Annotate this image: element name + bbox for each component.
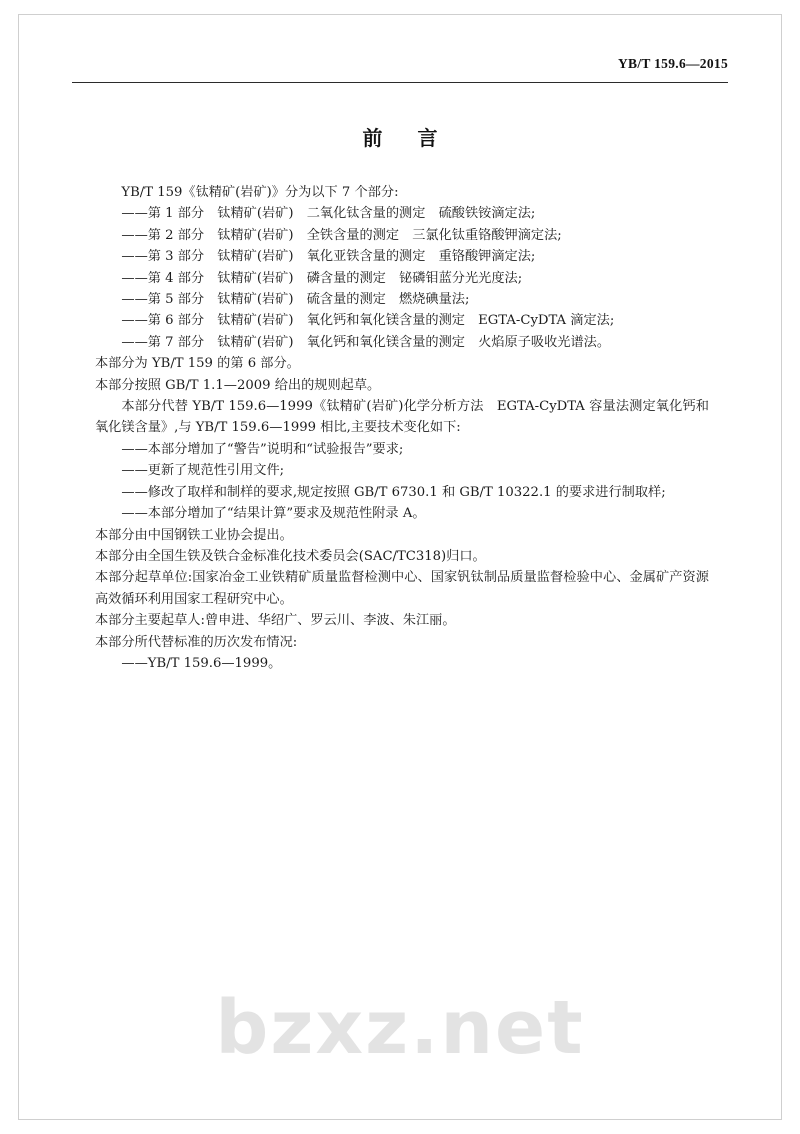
part-item: ——第 2 部分 钛精矿(岩矿) 全铁含量的测定 三氯化钛重铬酸钾滴定法; [121,227,562,243]
part-item: ——第 6 部分 钛精矿(岩矿) 氧化钙和氧化镁含量的测定 EGTA-CyDTA 滴定法; [121,313,615,329]
foreword-paragraph: 本部分按照 GB/T 1.1—2009 给出的规则起草。 [95,377,381,393]
part-item: ——第 4 部分 钛精矿(岩矿) 磷含量的测定 铋磷钼蓝分光光度法; [121,270,523,286]
foreword-paragraph: 本部分由全国生铁及铁合金标准化技术委员会(SAC/TC318)归口。 [95,548,486,564]
part-item: ——第 5 部分 钛精矿(岩矿) 硫含量的测定 燃烧碘量法; [121,292,470,308]
page-header-standard-number: YB/T 159.6—2015 [617,56,728,71]
foreword-paragraph: 本部分所代替标准的历次发布情况: [95,634,298,650]
change-item: ——本部分增加了“结果计算”要求及规范性附录 A。 [121,506,426,522]
change-item: ——本部分增加了“警告”说明和“试验报告”要求; [121,441,404,457]
change-item: ——更新了规范性引用文件; [121,463,285,479]
foreword-paragraph: 本部分主要起草人:曾申进、华绍广、罗云川、李波、朱江丽。 [95,613,456,629]
foreword-paragraph: 本部分起草单位:国家冶金工业铁精矿质量监督检测中心、国家钒钛制品质量监督检验中心、金属矿产资源高效循环利用国家工程研究中心。 [95,570,709,607]
page-title: 前 言 [362,126,452,150]
part-item: ——第 7 部分 钛精矿(岩矿) 氧化钙和氧化镁含量的测定 火焰原子吸收光谱法。 [121,334,611,350]
part-item: ——第 1 部分 钛精矿(岩矿) 二氧化钛含量的测定 硫酸铁铵滴定法; [121,206,536,222]
part-item: ——第 3 部分 钛精矿(岩矿) 氧化亚铁含量的测定 重铬酸钾滴定法; [121,249,536,265]
change-item: ——修改了取样和制样的要求,规定按照 GB/T 6730.1 和 GB/T 10322.1 的要求进行制取样; [121,484,666,500]
header-divider [72,82,728,83]
foreword-paragraph: 本部分由中国钢铁工业协会提出。 [95,527,293,543]
history-item: ——YB/T 159.6—1999。 [121,655,282,671]
watermark: bzxz.net [215,985,585,1071]
foreword-intro: YB/T 159《钛精矿(岩矿)》分为以下 7 个部分: [121,185,399,200]
foreword-body [95,182,709,674]
foreword-paragraph: 本部分为 YB/T 159 的第 6 部分。 [95,356,300,372]
foreword-paragraph: 本部分代替 YB/T 159.6—1999《钛精矿(岩矿)化学分析方法 EGTA-CyDTA 容量法测定氧化钙和氧化镁含量》,与 YB/T 159.6—1999 相比,主要技术变化如下: [95,399,709,436]
